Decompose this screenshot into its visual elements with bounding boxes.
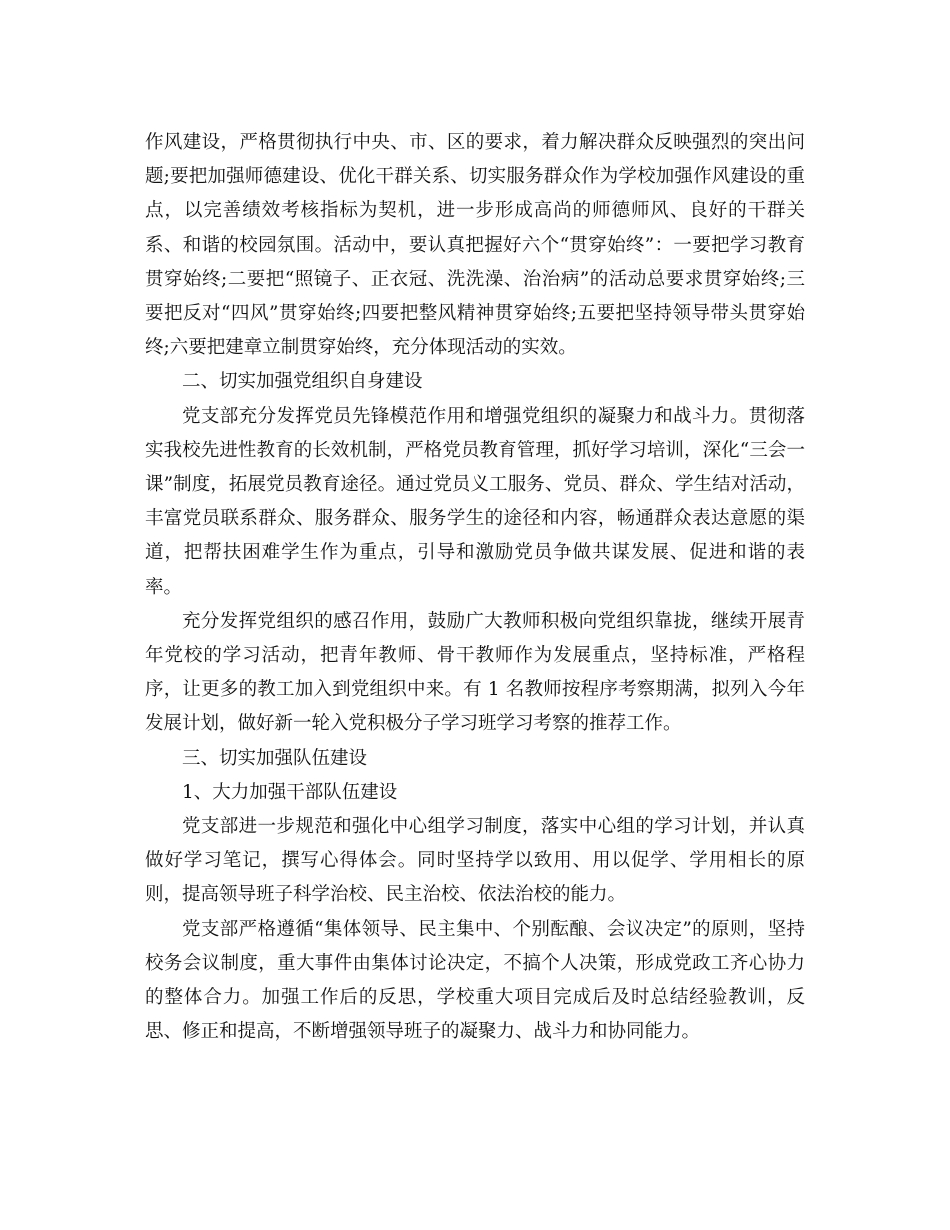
- document-body: [145, 126, 805, 1049]
- paragraph-party-recruitment: 充分发挥党组织的感召作用，鼓励广大教师积极向党组织靠拢，继续开展青年党校的学习活动，把青年教师、骨干教师作为发展重点，坚持标准，严格程序，让更多的教工加入到党组织中来。有 1 名教师按程序考察期满，拟列入今年发展计划，做好新一轮入党积极分子学习班学习考察的推荐工作。: [145, 610, 805, 735]
- paragraph-collective-leadership: 党支部严格遵循“集体领导、民主集中、个别酝酿、会议决定”的原则，坚持校务会议制度，重大事件由集体讨论决定，不搞个人决策，形成党政工齐心协力的整体合力。加强工作后的反思，学校重大项目完成后及时总结经验教训，反思、修正和提高，不断增强领导班子的凝聚力、战斗力和协同能力。: [145, 918, 805, 1043]
- section-heading-team-building: 三、切实加强队伍建设: [182, 747, 368, 769]
- paragraph-study-system: 党支部进一步规范和强化中心组学习制度，落实中心组的学习计划，并认真做好学习笔记，撰写心得体会。同时坚持学以致用、用以促学、学用相长的原则，提高领导班子科学治校、民主治校、依法治校的能力。: [145, 816, 805, 906]
- paragraph-party-branch-role: 党支部充分发挥党员先锋模范作用和增强党组织的凝聚力和战斗力。贯彻落实我校先进性教育的长效机制，严格党员教育管理，抓好学习培训，深化“三会一课”制度，拓展党员教育途径。通过党员义工服务、党员、群众、学生结对活动，丰富党员联系群众、服务群众、服务学生的途径和内容，畅通群众表达意愿的渠道，把帮扶困难学生作为重点，引导和激励党员争做共谋发展、促进和谐的表率。: [145, 405, 805, 598]
- subsection-heading-cadre-team: 1、大力加强干部队伍建设: [182, 781, 398, 803]
- section-heading-party-organization: 二、切实加强党组织自身建设: [182, 371, 423, 393]
- paragraph-continuation: 作风建设，严格贯彻执行中央、市、区的要求，着力解决群众反映强烈的突出问题;要把加强师德建设、优化干群关系、切实服务群众作为学校加强作风建设的重点，以完善绩效考核指标为契机，进一步形成高尚的师德师风、良好的干群关系、和谐的校园氛围。活动中，要认真把握好六个“贯穿始终”：一要把学习教育贯穿始终;二要把“照镜子、正衣冠、洗洗澡、治治病”的活动总要求贯穿始终;三要把反对“四风”贯穿始终;四要把整风精神贯穿始终;五要把坚持领导带头贯穿始终;六要把建章立制贯穿始终，充分体现活动的实效。: [145, 132, 805, 359]
